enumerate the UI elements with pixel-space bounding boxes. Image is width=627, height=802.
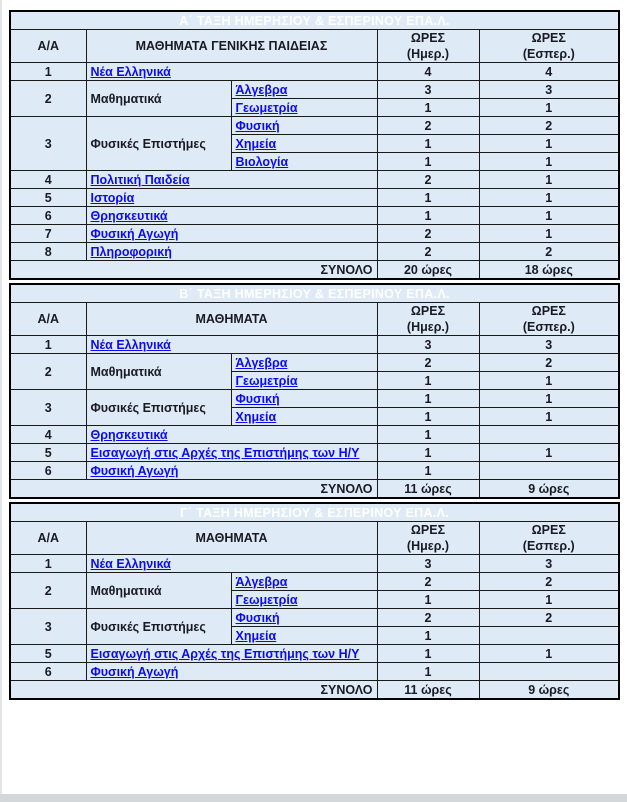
hours-label: ΩΡΕΣ: [410, 304, 446, 318]
col-header-aa: Α/Α: [10, 303, 86, 336]
total-label: ΣΥΝΟΛΟ: [10, 681, 377, 700]
subject-cell: [86, 171, 377, 189]
table-row: [10, 573, 619, 591]
hours-evening-cell: 2: [479, 243, 619, 261]
table-row: [10, 354, 619, 372]
column-header-row: [10, 303, 619, 336]
table-title-row: [10, 11, 619, 30]
hours-day-cell: 4: [377, 63, 479, 81]
subject-link[interactable]: Φυσική Αγωγή: [90, 664, 179, 679]
row-number-cell: 5: [10, 189, 86, 207]
sub-subject-cell: [231, 573, 377, 591]
hours-day-cell: 3: [377, 555, 479, 573]
hours-day-cell: 2: [377, 225, 479, 243]
hours-evening-cell: 1: [479, 591, 619, 609]
hours-evening-cell: 1: [479, 645, 619, 663]
col-header-hours-day: [377, 30, 479, 63]
hours-day-cell: 1: [377, 390, 479, 408]
total-hours-evening: 18 ώρες: [479, 261, 619, 280]
row-number-cell: 6: [10, 462, 86, 480]
page-left-edge: [0, 0, 2, 802]
row-number-cell: 3: [10, 390, 86, 426]
subject-link[interactable]: Χημεία: [235, 409, 277, 424]
total-hours-evening: 9 ώρες: [479, 480, 619, 499]
sub-subject-cell: [231, 591, 377, 609]
subject-cell: [86, 663, 377, 681]
hours-evening-cell: [479, 663, 619, 681]
hours-day-cell: 1: [377, 99, 479, 117]
hours-day-cell: 1: [377, 426, 479, 444]
hours-evening-sublabel: (Εσπερ.): [522, 47, 575, 61]
subject-group-cell: Φυσικές Επιστήμες: [86, 117, 231, 171]
hours-day-cell: 2: [377, 609, 479, 627]
subject-cell: [86, 426, 377, 444]
hours-evening-cell: 3: [479, 81, 619, 99]
sub-subject-cell: [231, 609, 377, 627]
hours-evening-cell: [479, 462, 619, 480]
col-header-hours-day: [377, 522, 479, 555]
col-header-hours-day: [377, 303, 479, 336]
hours-evening-sublabel: (Εσπερ.): [522, 539, 575, 553]
sub-subject-cell: [231, 99, 377, 117]
table-row: [10, 81, 619, 99]
total-hours-evening: 9 ώρες: [479, 681, 619, 700]
table-row: [10, 645, 619, 663]
hours-day-cell: 2: [377, 573, 479, 591]
subject-link[interactable]: Χημεία: [235, 136, 277, 151]
hours-day-cell: 2: [377, 243, 479, 261]
subject-link[interactable]: Άλγεβρα: [235, 574, 288, 589]
hours-evening-cell: 2: [479, 573, 619, 591]
table-title: Γ΄ ΤΑΞΗ ΗΜΕΡΗΣΙΟΥ & ΕΣΠΕΡΙΝΟΥ ΕΠΑ.Λ.: [10, 503, 619, 522]
total-hours-day: 11 ώρες: [377, 480, 479, 499]
table-row: [10, 171, 619, 189]
table-title-row: [10, 284, 619, 303]
subject-group-cell: Μαθηματικά: [86, 573, 231, 609]
hours-day-cell: 3: [377, 336, 479, 354]
col-header-subjects: ΜΑΘΗΜΑΤΑ: [86, 522, 377, 555]
table-row: [10, 117, 619, 135]
hours-evening-cell: 1: [479, 444, 619, 462]
hours-evening-cell: 1: [479, 207, 619, 225]
row-number-cell: 2: [10, 573, 86, 609]
subject-link[interactable]: Πολιτική Παιδεία: [90, 172, 190, 187]
hours-evening-cell: 3: [479, 555, 619, 573]
table-row: [10, 225, 619, 243]
table-row: [10, 426, 619, 444]
sub-subject-cell: [231, 81, 377, 99]
hours-day-cell: 1: [377, 189, 479, 207]
subject-cell: [86, 444, 377, 462]
hours-evening-cell: 1: [479, 189, 619, 207]
subject-link[interactable]: Φυσική: [235, 391, 280, 406]
hours-evening-cell: 1: [479, 135, 619, 153]
table-row: [10, 609, 619, 627]
hours-day-cell: 1: [377, 591, 479, 609]
row-number-cell: 7: [10, 225, 86, 243]
subject-link[interactable]: Βιολογία: [235, 154, 289, 169]
subject-link[interactable]: Γεωμετρία: [235, 592, 298, 607]
hours-day-cell: 1: [377, 408, 479, 426]
subject-group-cell: Μαθηματικά: [86, 81, 231, 117]
table-row: [10, 462, 619, 480]
table-title: Α΄ ΤΑΞΗ ΗΜΕΡΗΣΙΟΥ & ΕΣΠΕΡΙΝΟΥ ΕΠΑ.Λ.: [10, 11, 619, 30]
col-header-aa: Α/Α: [10, 522, 86, 555]
subject-cell: [86, 555, 377, 573]
hours-day-cell: 2: [377, 171, 479, 189]
subject-link[interactable]: Ιστορία: [90, 190, 135, 205]
total-hours-day: 20 ώρες: [377, 261, 479, 280]
page-bottom-edge: [0, 794, 627, 802]
subject-cell: [86, 336, 377, 354]
sub-subject-cell: [231, 135, 377, 153]
row-number-cell: 4: [10, 171, 86, 189]
hours-day-cell: 2: [377, 354, 479, 372]
column-header-row: [10, 522, 619, 555]
subject-link[interactable]: Νέα Ελληνικά: [90, 556, 171, 571]
sub-subject-cell: [231, 408, 377, 426]
hours-day-cell: 1: [377, 153, 479, 171]
table-row: [10, 663, 619, 681]
table-row: [10, 336, 619, 354]
sub-subject-cell: [231, 372, 377, 390]
subject-cell: [86, 645, 377, 663]
hours-evening-cell: [479, 627, 619, 645]
subject-group-cell: Φυσικές Επιστήμες: [86, 390, 231, 426]
subject-link[interactable]: Γεωμετρία: [235, 373, 298, 388]
row-number-cell: 5: [10, 444, 86, 462]
hours-day-sublabel: (Ημερ.): [406, 47, 450, 61]
hours-evening-cell: [479, 426, 619, 444]
hours-day-cell: 2: [377, 117, 479, 135]
col-header-hours-evening: [479, 303, 619, 336]
subject-link[interactable]: Φυσική Αγωγή: [90, 226, 179, 241]
col-header-hours-evening: [479, 30, 619, 63]
table-title: Β΄ ΤΑΞΗ ΗΜΕΡΗΣΙΟΥ & ΕΣΠΕΡΙΝΟΥ ΕΠΑ.Λ.: [10, 284, 619, 303]
total-row: [10, 681, 619, 700]
row-number-cell: 2: [10, 81, 86, 117]
row-number-cell: 5: [10, 645, 86, 663]
hours-evening-cell: 2: [479, 117, 619, 135]
table-row: [10, 555, 619, 573]
hours-evening-cell: 1: [479, 225, 619, 243]
subject-group-cell: Φυσικές Επιστήμες: [86, 609, 231, 645]
hours-evening-cell: 1: [479, 99, 619, 117]
subject-link[interactable]: Νέα Ελληνικά: [90, 337, 171, 352]
hours-label: ΩΡΕΣ: [410, 523, 446, 537]
subject-cell: [86, 225, 377, 243]
subject-link[interactable]: Φυσική Αγωγή: [90, 463, 179, 478]
hours-day-cell: 1: [377, 462, 479, 480]
hours-day-cell: 1: [377, 645, 479, 663]
row-number-cell: 3: [10, 609, 86, 645]
col-header-hours-evening: [479, 522, 619, 555]
subject-link[interactable]: Φυσική: [235, 610, 280, 625]
row-number-cell: 1: [10, 336, 86, 354]
hours-day-sublabel: (Ημερ.): [406, 320, 450, 334]
table-row: [10, 207, 619, 225]
subject-link[interactable]: Χημεία: [235, 628, 277, 643]
subject-link[interactable]: Θρησκευτικά: [90, 208, 168, 223]
class-c-schedule-table: [9, 502, 620, 700]
table-row: [10, 63, 619, 81]
hours-label: ΩΡΕΣ: [410, 31, 446, 45]
subject-cell: [86, 207, 377, 225]
subject-cell: [86, 63, 377, 81]
table-row: [10, 390, 619, 408]
total-label: ΣΥΝΟΛΟ: [10, 480, 377, 499]
subject-cell: [86, 189, 377, 207]
hours-evening-cell: 1: [479, 153, 619, 171]
row-number-cell: 6: [10, 663, 86, 681]
sub-subject-cell: [231, 390, 377, 408]
hours-day-cell: 1: [377, 627, 479, 645]
row-number-cell: 4: [10, 426, 86, 444]
hours-evening-sublabel: (Εσπερ.): [522, 320, 575, 334]
hours-evening-cell: 1: [479, 171, 619, 189]
column-header-row: [10, 30, 619, 63]
sub-subject-cell: [231, 117, 377, 135]
row-number-cell: 3: [10, 117, 86, 171]
subject-link[interactable]: Νέα Ελληνικά: [90, 64, 171, 79]
hours-day-cell: 1: [377, 135, 479, 153]
hours-evening-cell: 2: [479, 354, 619, 372]
hours-label: ΩΡΕΣ: [531, 523, 566, 537]
subject-group-cell: Μαθηματικά: [86, 354, 231, 390]
row-number-cell: 1: [10, 63, 86, 81]
col-header-subjects: ΜΑΘΗΜΑΤΑ ΓΕΝΙΚΗΣ ΠΑΙΔΕΙΑΣ: [86, 30, 377, 63]
table-row: [10, 444, 619, 462]
subject-cell: [86, 243, 377, 261]
hours-evening-cell: 1: [479, 408, 619, 426]
hours-evening-cell: 4: [479, 63, 619, 81]
total-row: [10, 261, 619, 280]
subject-link[interactable]: Πληροφορική: [90, 244, 172, 259]
hours-day-cell: 1: [377, 444, 479, 462]
hours-day-cell: 1: [377, 663, 479, 681]
total-hours-day: 11 ώρες: [377, 681, 479, 700]
subject-link[interactable]: Άλγεβρα: [235, 82, 288, 97]
hours-evening-cell: 3: [479, 336, 619, 354]
hours-evening-cell: 1: [479, 390, 619, 408]
sub-subject-cell: [231, 153, 377, 171]
row-number-cell: 2: [10, 354, 86, 390]
subject-link[interactable]: Εισαγωγή στις Αρχές της Επιστήμης των Η/Υ: [90, 445, 360, 460]
subject-link[interactable]: Γεωμετρία: [235, 100, 298, 115]
col-header-aa: Α/Α: [10, 30, 86, 63]
hours-evening-cell: 2: [479, 609, 619, 627]
table-row: [10, 243, 619, 261]
subject-link[interactable]: Άλγεβρα: [235, 355, 288, 370]
hours-day-sublabel: (Ημερ.): [406, 539, 450, 553]
row-number-cell: 8: [10, 243, 86, 261]
subject-link[interactable]: Θρησκευτικά: [90, 427, 168, 442]
hours-day-cell: 1: [377, 207, 479, 225]
class-b-schedule-table: [9, 283, 620, 499]
sub-subject-cell: [231, 627, 377, 645]
subject-link[interactable]: Εισαγωγή στις Αρχές της Επιστήμης των Η/Υ: [90, 646, 360, 661]
total-row: [10, 480, 619, 499]
table-row: [10, 189, 619, 207]
subject-link[interactable]: Φυσική: [235, 118, 280, 133]
row-number-cell: 1: [10, 555, 86, 573]
hours-day-cell: 3: [377, 81, 479, 99]
sub-subject-cell: [231, 354, 377, 372]
hours-day-cell: 1: [377, 372, 479, 390]
class-a-schedule-table: [9, 10, 620, 280]
col-header-subjects: ΜΑΘΗΜΑΤΑ: [86, 303, 377, 336]
subject-cell: [86, 462, 377, 480]
total-label: ΣΥΝΟΛΟ: [10, 261, 377, 280]
row-number-cell: 6: [10, 207, 86, 225]
table-title-row: [10, 503, 619, 522]
hours-evening-cell: 1: [479, 372, 619, 390]
hours-label: ΩΡΕΣ: [531, 304, 566, 318]
hours-label: ΩΡΕΣ: [531, 31, 566, 45]
